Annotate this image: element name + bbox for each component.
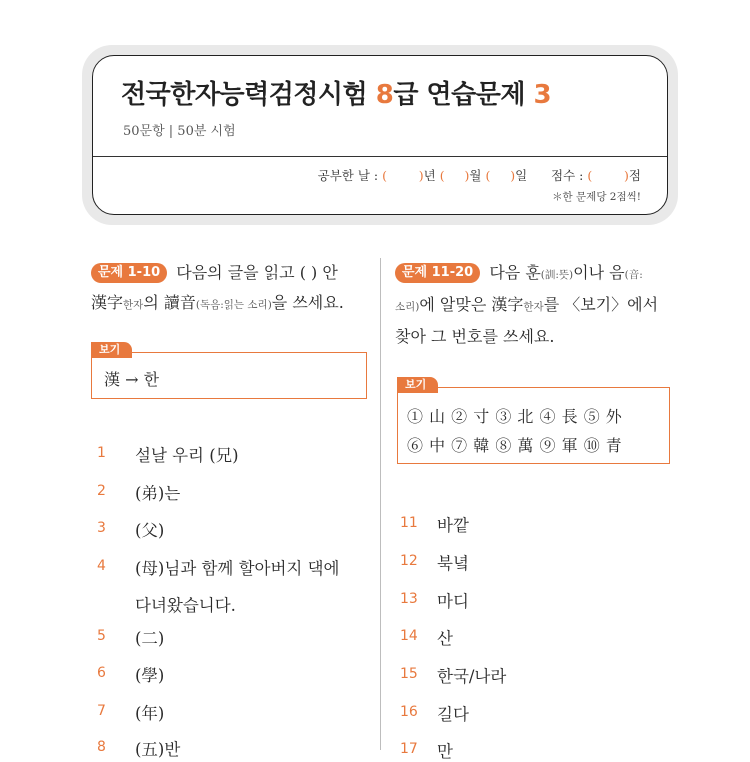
example-label: 보기	[397, 377, 438, 393]
card-divider	[93, 156, 667, 157]
study-date-score-line: 공부한 날 : ( )년 ( )월 ( )일 점수 : ( )점	[317, 168, 641, 183]
example-label: 보기	[91, 342, 132, 358]
test-info: 50문항 | 50분 시험	[123, 124, 236, 139]
choice-row-2: ⑥ 中 ⑦ 韓 ⑧ 萬 ⑨ 軍 ⑩ 青	[407, 436, 623, 455]
section2-instruction: 문제 11-20 다음 훈(訓:뜻)이나 음(音: 소리)에 알맞은 漢字한자를 〈보기〉에서 찾아 그 번호를 쓰세요.	[395, 263, 659, 346]
choice-row-1: ① 山 ② 寸 ③ 北 ④ 長 ⑤ 外	[407, 407, 623, 426]
section2-example-box	[397, 378, 670, 464]
score-note: ＊한 문제당 2점씩!	[552, 191, 641, 203]
header-card	[92, 55, 668, 215]
section2-badge: 문제 11-20	[395, 263, 480, 283]
section1-instruction: 문제 1-10 다음의 글을 읽고 ( ) 안 漢字한자의 讀音(독음:읽는 소리)을 쓰세요.	[91, 263, 344, 312]
page-title: 전국한자능력검정시험 8급 연습문제 3	[121, 80, 552, 110]
section1-example-box	[91, 343, 367, 399]
example-text: 漢 → 한	[104, 370, 160, 389]
choice-list	[407, 402, 622, 460]
column-divider	[380, 258, 381, 750]
section1-badge: 문제 1-10	[91, 263, 167, 283]
